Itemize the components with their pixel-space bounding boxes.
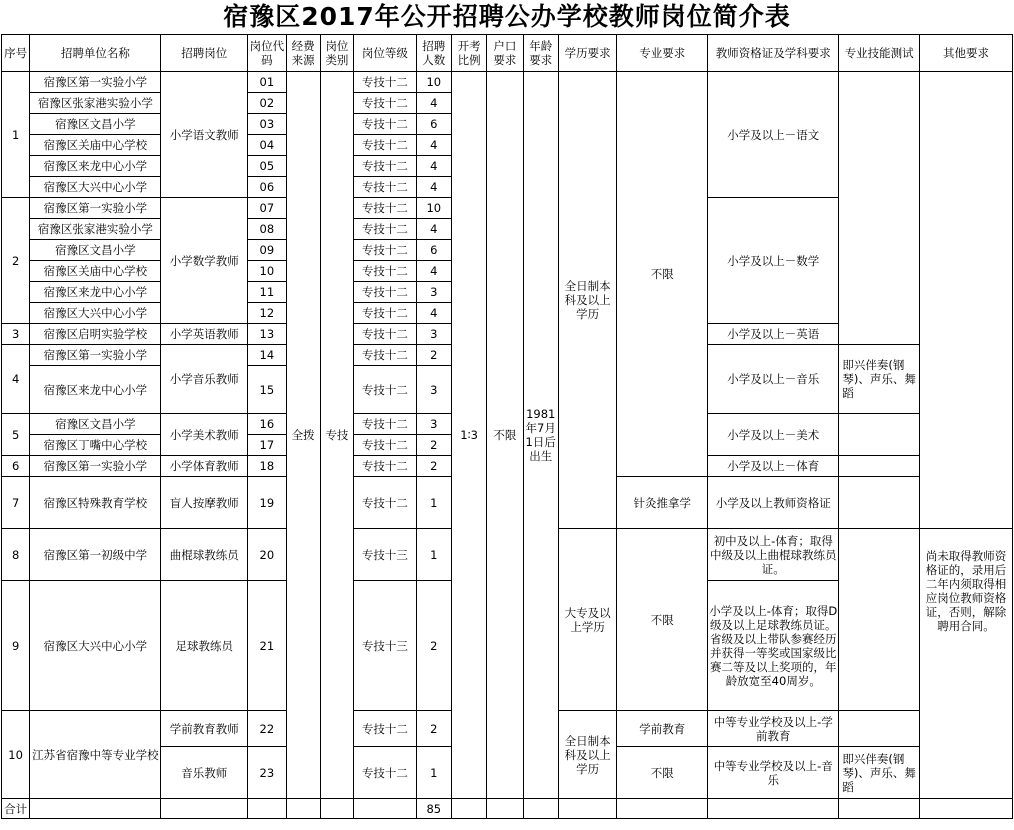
post-level: 专技十二 — [354, 747, 417, 799]
unit-name: 宿豫区第一实验小学 — [30, 456, 161, 477]
post-code: 22 — [248, 711, 286, 747]
header-cell: 学历要求 — [558, 35, 617, 72]
post-level: 专技十二 — [354, 114, 417, 135]
hire-count: 10 — [416, 198, 451, 219]
skill-test — [839, 72, 920, 345]
post-code: 01 — [248, 72, 286, 93]
total-count: 85 — [416, 799, 451, 819]
group-no: 7 — [2, 477, 30, 529]
post-level: 专技十二 — [354, 282, 417, 303]
post-code: 18 — [248, 456, 286, 477]
unit-name: 宿豫区第一实验小学 — [30, 345, 161, 366]
hire-count: 6 — [416, 240, 451, 261]
post-code: 23 — [248, 747, 286, 799]
hire-count: 10 — [416, 72, 451, 93]
empty-cell — [320, 799, 353, 819]
empty-cell — [487, 799, 523, 819]
major-req: 针灸推拿学 — [617, 477, 708, 529]
post-name: 小学数学教师 — [161, 198, 248, 324]
hire-count: 2 — [416, 456, 451, 477]
empty-cell — [708, 799, 839, 819]
table-row — [2, 72, 1013, 93]
cert-req: 小学及以上－数学 — [708, 198, 839, 324]
group-no: 1 — [2, 72, 30, 198]
post-level: 专技十二 — [354, 156, 417, 177]
other-req: 尚未取得教师资格证的，录用后二年内须取得相应岗位教师资格证，否则，解除聘用合同。 — [920, 529, 1013, 799]
funding-source: 全拨 — [286, 72, 320, 799]
major-req: 不限 — [617, 529, 708, 711]
post-name: 小学英语教师 — [161, 324, 248, 345]
empty-cell — [354, 799, 417, 819]
post-code: 12 — [248, 303, 286, 324]
header-cell: 经费来源 — [286, 35, 320, 72]
edu-req: 大专及以上学历 — [558, 529, 617, 711]
unit-name: 宿豫区文昌小学 — [30, 240, 161, 261]
post-level: 专技十二 — [354, 435, 417, 456]
hire-count: 4 — [416, 135, 451, 156]
unit-name: 宿豫区启明实验学校 — [30, 324, 161, 345]
post-level: 专技十二 — [354, 324, 417, 345]
unit-name: 宿豫区第一初级中学 — [30, 529, 161, 581]
hukou-req: 不限 — [487, 72, 523, 799]
cert-req: 小学及以上－音乐 — [708, 345, 839, 414]
post-name: 曲棍球教练员 — [161, 529, 248, 581]
header-cell: 教师资格证及学科要求 — [708, 35, 839, 72]
hire-count: 1 — [416, 747, 451, 799]
hire-count: 4 — [416, 261, 451, 282]
group-no: 5 — [2, 414, 30, 456]
post-name: 小学语文教师 — [161, 72, 248, 198]
group-no: 4 — [2, 345, 30, 414]
exam-ratio: 1∶3 — [451, 72, 486, 799]
post-name: 小学音乐教师 — [161, 345, 248, 414]
post-level: 专技十三 — [354, 581, 417, 711]
unit-name: 宿豫区来龙中心小学 — [30, 156, 161, 177]
total-row — [2, 799, 1013, 819]
hire-count: 2 — [416, 581, 451, 711]
cert-req: 初中及以上-体育；取得中级及以上曲棍球教练员证。 — [708, 529, 839, 581]
post-code: 14 — [248, 345, 286, 366]
hire-count: 4 — [416, 177, 451, 198]
cert-req: 小学及以上-体育；取得D级及以上足球教练员证。省级及以上带队参赛经历并获得一等奖或国家级比赛二等及以上奖项的，年龄放宽至40周岁。 — [708, 581, 839, 711]
post-code: 08 — [248, 219, 286, 240]
post-level: 专技十二 — [354, 261, 417, 282]
hire-count: 2 — [416, 435, 451, 456]
post-level: 专技十二 — [354, 345, 417, 366]
post-code: 13 — [248, 324, 286, 345]
post-code: 17 — [248, 435, 286, 456]
empty-cell — [523, 799, 558, 819]
post-level: 专技十二 — [354, 135, 417, 156]
header-cell: 专业要求 — [617, 35, 708, 72]
cert-req: 小学及以上－体育 — [708, 456, 839, 477]
cert-req: 中等专业学校及以上-音乐 — [708, 747, 839, 799]
post-level: 专技十二 — [354, 414, 417, 435]
hire-count: 3 — [416, 414, 451, 435]
post-level: 专技十二 — [354, 240, 417, 261]
unit-name: 宿豫区大兴中心小学 — [30, 581, 161, 711]
cert-req: 小学及以上－英语 — [708, 324, 839, 345]
header-cell: 招聘岗位 — [161, 35, 248, 72]
header-cell: 序号 — [2, 35, 30, 72]
post-code: 07 — [248, 198, 286, 219]
unit-name: 宿豫区张家港实验小学 — [30, 219, 161, 240]
unit-name: 宿豫区第一实验小学 — [30, 198, 161, 219]
group-no: 8 — [2, 529, 30, 581]
page-title: 宿豫区2017年公开招聘公办学校教师岗位简介表 — [223, 2, 791, 31]
header-cell: 招聘单位名称 — [30, 35, 161, 72]
post-name: 盲人按摩教师 — [161, 477, 248, 529]
post-level: 专技十二 — [354, 711, 417, 747]
hire-count: 2 — [416, 345, 451, 366]
post-code: 04 — [248, 135, 286, 156]
skill-test — [839, 711, 920, 747]
cert-req: 小学及以上－美术 — [708, 414, 839, 456]
group-no: 10 — [2, 711, 30, 799]
edu-req: 全日制本科及以上学历 — [558, 711, 617, 799]
empty-cell — [451, 799, 486, 819]
other-req — [920, 72, 1013, 529]
post-level: 专技十三 — [354, 529, 417, 581]
header-cell: 户口要求 — [487, 35, 523, 72]
empty-cell — [839, 799, 920, 819]
skill-test — [839, 529, 920, 711]
post-level: 专技十二 — [354, 366, 417, 414]
post-code: 16 — [248, 414, 286, 435]
post-category: 专技 — [320, 72, 353, 799]
header-cell: 岗位代码 — [248, 35, 286, 72]
empty-cell — [286, 799, 320, 819]
header-cell: 岗位等级 — [354, 35, 417, 72]
hire-count: 3 — [416, 366, 451, 414]
hire-count: 4 — [416, 219, 451, 240]
empty-cell — [558, 799, 617, 819]
header-cell: 岗位类别 — [320, 35, 353, 72]
cert-req: 中等专业学校及以上-学前教育 — [708, 711, 839, 747]
empty-cell — [920, 799, 1013, 819]
skill-test — [839, 477, 920, 529]
header-cell: 其他要求 — [920, 35, 1013, 72]
post-code: 20 — [248, 529, 286, 581]
post-level: 专技十二 — [354, 93, 417, 114]
hire-count: 3 — [416, 324, 451, 345]
header-cell: 开考比例 — [451, 35, 486, 72]
unit-name: 宿豫区来龙中心小学 — [30, 366, 161, 414]
major-req: 学前教育 — [617, 711, 708, 747]
major-req: 不限 — [617, 72, 708, 477]
hire-count: 2 — [416, 711, 451, 747]
post-level: 专技十二 — [354, 477, 417, 529]
post-name: 小学美术教师 — [161, 414, 248, 456]
skill-test: 即兴伴奏(钢琴)、声乐、舞蹈 — [839, 345, 920, 414]
post-level: 专技十二 — [354, 303, 417, 324]
post-code: 19 — [248, 477, 286, 529]
recruitment-table — [1, 34, 1013, 819]
post-name: 小学体育教师 — [161, 456, 248, 477]
unit-name: 宿豫区文昌小学 — [30, 414, 161, 435]
post-name: 学前教育教师 — [161, 711, 248, 747]
hire-count: 4 — [416, 93, 451, 114]
empty-cell — [161, 799, 248, 819]
hire-count: 4 — [416, 303, 451, 324]
post-level: 专技十二 — [354, 177, 417, 198]
header-cell: 专业技能测试 — [839, 35, 920, 72]
age-req: 1981年7月1日后出生 — [523, 72, 558, 799]
unit-name: 宿豫区张家港实验小学 — [30, 93, 161, 114]
post-code: 09 — [248, 240, 286, 261]
post-code: 10 — [248, 261, 286, 282]
empty-cell — [248, 799, 286, 819]
post-code: 21 — [248, 581, 286, 711]
post-name: 音乐教师 — [161, 747, 248, 799]
group-no: 3 — [2, 324, 30, 345]
post-level: 专技十二 — [354, 198, 417, 219]
post-code: 06 — [248, 177, 286, 198]
post-level: 专技十二 — [354, 72, 417, 93]
skill-test: 即兴伴奏(钢琴)、声乐、舞蹈 — [839, 747, 920, 799]
skill-test — [839, 456, 920, 477]
hire-count: 3 — [416, 282, 451, 303]
post-name: 足球教练员 — [161, 581, 248, 711]
cert-req: 小学及以上－语文 — [708, 72, 839, 198]
post-code: 03 — [248, 114, 286, 135]
post-code: 02 — [248, 93, 286, 114]
unit-name: 宿豫区丁嘴中心学校 — [30, 435, 161, 456]
unit-name: 宿豫区第一实验小学 — [30, 72, 161, 93]
empty-cell — [617, 799, 708, 819]
unit-name: 江苏省宿豫中等专业学校 — [30, 711, 161, 799]
hire-count: 1 — [416, 529, 451, 581]
post-code: 11 — [248, 282, 286, 303]
major-req: 不限 — [617, 747, 708, 799]
header-cell: 年龄要求 — [523, 35, 558, 72]
unit-name: 宿豫区大兴中心小学 — [30, 177, 161, 198]
hire-count: 6 — [416, 114, 451, 135]
group-no: 9 — [2, 581, 30, 711]
cert-req: 小学及以上教师资格证 — [708, 477, 839, 529]
post-level: 专技十二 — [354, 219, 417, 240]
post-code: 15 — [248, 366, 286, 414]
edu-req: 全日制本科及以上学历 — [558, 72, 617, 529]
unit-name: 宿豫区关庙中心学校 — [30, 261, 161, 282]
skill-test — [839, 414, 920, 456]
hire-count: 4 — [416, 156, 451, 177]
header-row — [2, 35, 1013, 72]
unit-name: 宿豫区特殊教育学校 — [30, 477, 161, 529]
post-level: 专技十二 — [354, 456, 417, 477]
post-code: 05 — [248, 156, 286, 177]
unit-name: 宿豫区来龙中心小学 — [30, 282, 161, 303]
group-no: 6 — [2, 456, 30, 477]
hire-count: 1 — [416, 477, 451, 529]
unit-name: 宿豫区文昌小学 — [30, 114, 161, 135]
unit-name: 宿豫区关庙中心学校 — [30, 135, 161, 156]
header-cell: 招聘人数 — [416, 35, 451, 72]
unit-name: 宿豫区大兴中心小学 — [30, 303, 161, 324]
empty-cell — [30, 799, 161, 819]
total-label: 合计 — [2, 799, 30, 819]
group-no: 2 — [2, 198, 30, 324]
